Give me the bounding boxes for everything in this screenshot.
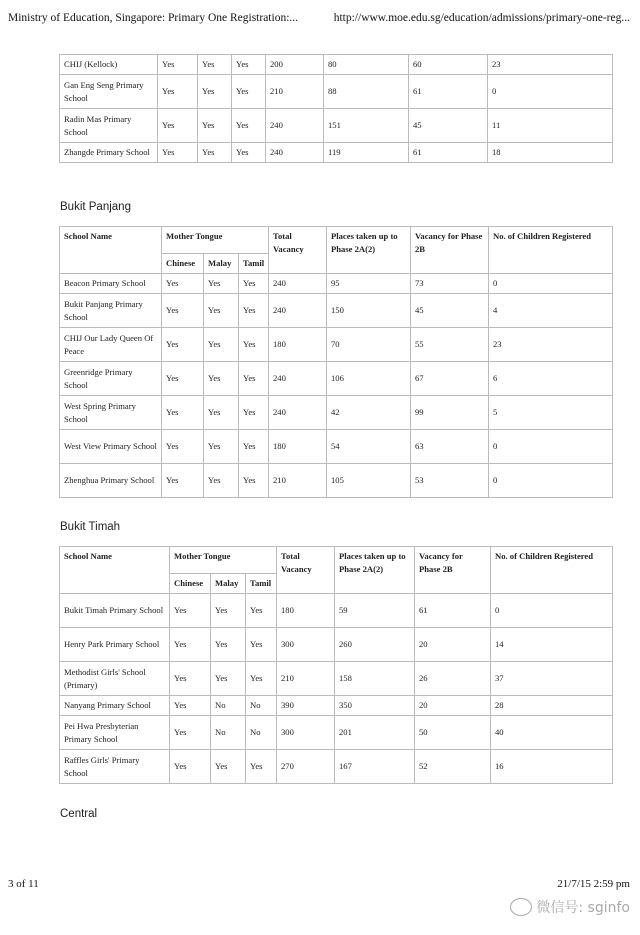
cell-chinese: Yes xyxy=(170,594,211,628)
cell-vacancy-2b: 50 xyxy=(415,716,491,750)
cell-malay: Yes xyxy=(211,662,246,696)
cell-school-name: Henry Park Primary School xyxy=(60,628,170,662)
cell-vacancy-2b: 63 xyxy=(411,430,489,464)
table-row xyxy=(60,55,613,75)
cell-school-name: Gan Eng Seng Primary School xyxy=(60,75,158,109)
column-header-total: Total Vacancy xyxy=(269,227,327,274)
schools-table-bukit-timah xyxy=(59,546,613,784)
table-row xyxy=(60,274,613,294)
cell-school-name: CHIJ (Kellock) xyxy=(60,55,158,75)
cell-school-name: Radin Mas Primary School xyxy=(60,109,158,143)
cell-tamil: No xyxy=(246,696,277,716)
table-row xyxy=(60,750,613,784)
cell-chinese: Yes xyxy=(162,362,204,396)
cell-school-name: Raffles Girls' Primary School xyxy=(60,750,170,784)
cell-children-registered: 14 xyxy=(491,628,613,662)
cell-tamil: No xyxy=(246,716,277,750)
table-row xyxy=(60,396,613,430)
cell-vacancy-2b: 55 xyxy=(411,328,489,362)
cell-vacancy-2b: 73 xyxy=(411,274,489,294)
cell-chinese: Yes xyxy=(170,716,211,750)
cell-chinese: Yes xyxy=(162,464,204,498)
cell-malay: Yes xyxy=(211,594,246,628)
cell-school-name: Pei Hwa Presbyterian Primary School xyxy=(60,716,170,750)
cell-school-name: West View Primary School xyxy=(60,430,162,464)
cell-chinese: Yes xyxy=(170,750,211,784)
schools-table-continued xyxy=(59,54,613,163)
cell-places-taken: 80 xyxy=(324,55,409,75)
cell-tamil: Yes xyxy=(246,662,277,696)
section-heading-central: Central xyxy=(60,808,98,820)
table-row xyxy=(60,143,613,163)
column-header-taken: Places taken up to Phase 2A(2) xyxy=(335,547,415,594)
column-header-mt: Mother Tongue xyxy=(170,547,277,574)
cell-places-taken: 350 xyxy=(335,696,415,716)
cell-total-vacancy: 180 xyxy=(269,328,327,362)
cell-tamil: Yes xyxy=(232,75,266,109)
cell-chinese: Yes xyxy=(162,294,204,328)
cell-tamil: Yes xyxy=(239,294,269,328)
cell-school-name: Bukit Timah Primary School xyxy=(60,594,170,628)
column-header-tamil: Tamil xyxy=(239,254,269,274)
cell-children-registered: 23 xyxy=(488,55,613,75)
column-header-chinese: Chinese xyxy=(162,254,204,274)
column-header-school: School Name xyxy=(60,547,170,594)
cell-children-registered: 18 xyxy=(488,143,613,163)
cell-malay: Yes xyxy=(198,75,232,109)
cell-malay: Yes xyxy=(198,109,232,143)
cell-malay: Yes xyxy=(204,464,239,498)
header-row xyxy=(60,547,613,574)
cell-places-taken: 42 xyxy=(327,396,411,430)
cell-places-taken: 119 xyxy=(324,143,409,163)
cell-total-vacancy: 210 xyxy=(266,75,324,109)
cell-total-vacancy: 240 xyxy=(266,143,324,163)
table-row xyxy=(60,362,613,396)
cell-school-name: CHIJ Our Lady Queen Of Peace xyxy=(60,328,162,362)
column-header-mt: Mother Tongue xyxy=(162,227,269,254)
cell-total-vacancy: 240 xyxy=(269,396,327,430)
column-header-school: School Name xyxy=(60,227,162,274)
cell-malay: Yes xyxy=(204,430,239,464)
cell-places-taken: 260 xyxy=(335,628,415,662)
cell-total-vacancy: 210 xyxy=(269,464,327,498)
cell-malay: Yes xyxy=(204,362,239,396)
cell-vacancy-2b: 61 xyxy=(409,143,488,163)
cell-tamil: Yes xyxy=(232,143,266,163)
table-row xyxy=(60,662,613,696)
cell-chinese: Yes xyxy=(162,430,204,464)
watermark-text: 微信号: sginfo xyxy=(536,900,630,916)
table-row xyxy=(60,696,613,716)
table-row xyxy=(60,109,613,143)
cell-children-registered: 0 xyxy=(488,75,613,109)
cell-malay: No xyxy=(211,716,246,750)
cell-tamil: Yes xyxy=(239,362,269,396)
column-header-malay: Malay xyxy=(211,574,246,594)
cell-school-name: Bukit Panjang Primary School xyxy=(60,294,162,328)
cell-total-vacancy: 240 xyxy=(269,362,327,396)
cell-children-registered: 0 xyxy=(489,464,613,498)
cell-malay: Yes xyxy=(198,55,232,75)
table-row xyxy=(60,75,613,109)
cell-total-vacancy: 390 xyxy=(277,696,335,716)
cell-chinese: Yes xyxy=(158,55,198,75)
cell-malay: Yes xyxy=(211,628,246,662)
cell-total-vacancy: 240 xyxy=(269,274,327,294)
cell-places-taken: 167 xyxy=(335,750,415,784)
column-header-vac2b: Vacancy for Phase 2B xyxy=(411,227,489,274)
cell-vacancy-2b: 45 xyxy=(411,294,489,328)
cell-tamil: Yes xyxy=(239,430,269,464)
table-row xyxy=(60,294,613,328)
wechat-icon xyxy=(510,898,532,916)
cell-places-taken: 201 xyxy=(335,716,415,750)
column-header-vac2b: Vacancy for Phase 2B xyxy=(415,547,491,594)
cell-children-registered: 16 xyxy=(491,750,613,784)
cell-school-name: Beacon Primary School xyxy=(60,274,162,294)
cell-chinese: Yes xyxy=(170,628,211,662)
cell-total-vacancy: 270 xyxy=(277,750,335,784)
column-header-chinese: Chinese xyxy=(170,574,211,594)
cell-places-taken: 106 xyxy=(327,362,411,396)
cell-vacancy-2b: 99 xyxy=(411,396,489,430)
cell-vacancy-2b: 45 xyxy=(409,109,488,143)
cell-chinese: Yes xyxy=(158,143,198,163)
column-header-taken: Places taken up to Phase 2A(2) xyxy=(327,227,411,274)
cell-children-registered: 0 xyxy=(489,430,613,464)
page-url: http://www.moe.edu.sg/education/admissions/primary-one-reg... xyxy=(333,12,630,24)
print-datetime: 21/7/15 2:59 pm xyxy=(557,878,630,890)
cell-vacancy-2b: 20 xyxy=(415,696,491,716)
cell-vacancy-2b: 53 xyxy=(411,464,489,498)
header-row xyxy=(60,227,613,254)
cell-school-name: Nanyang Primary School xyxy=(60,696,170,716)
cell-total-vacancy: 180 xyxy=(269,430,327,464)
cell-tamil: Yes xyxy=(239,328,269,362)
cell-malay: Yes xyxy=(211,750,246,784)
cell-school-name: West Spring Primary School xyxy=(60,396,162,430)
cell-places-taken: 150 xyxy=(327,294,411,328)
cell-tamil: Yes xyxy=(239,396,269,430)
cell-places-taken: 88 xyxy=(324,75,409,109)
column-header-tamil: Tamil xyxy=(246,574,277,594)
cell-children-registered: 0 xyxy=(489,274,613,294)
column-header-children: No. of Children Registered xyxy=(489,227,613,274)
cell-tamil: Yes xyxy=(246,750,277,784)
cell-malay: Yes xyxy=(204,396,239,430)
cell-total-vacancy: 240 xyxy=(269,294,327,328)
cell-chinese: Yes xyxy=(162,328,204,362)
cell-chinese: Yes xyxy=(158,109,198,143)
cell-malay: No xyxy=(211,696,246,716)
section-heading-bukit-panjang: Bukit Panjang xyxy=(60,201,131,213)
cell-vacancy-2b: 26 xyxy=(415,662,491,696)
column-header-children: No. of Children Registered xyxy=(491,547,613,594)
table-row xyxy=(60,628,613,662)
cell-malay: Yes xyxy=(198,143,232,163)
cell-vacancy-2b: 20 xyxy=(415,628,491,662)
cell-vacancy-2b: 52 xyxy=(415,750,491,784)
column-header-malay: Malay xyxy=(204,254,239,274)
page-number: 3 of 11 xyxy=(8,878,39,890)
cell-total-vacancy: 210 xyxy=(277,662,335,696)
cell-malay: Yes xyxy=(204,294,239,328)
column-header-total: Total Vacancy xyxy=(277,547,335,594)
table-row xyxy=(60,464,613,498)
cell-places-taken: 59 xyxy=(335,594,415,628)
cell-places-taken: 158 xyxy=(335,662,415,696)
cell-places-taken: 70 xyxy=(327,328,411,362)
cell-school-name: Methodist Girls' School (Primary) xyxy=(60,662,170,696)
cell-children-registered: 5 xyxy=(489,396,613,430)
cell-chinese: Yes xyxy=(162,396,204,430)
cell-school-name: Zhangde Primary School xyxy=(60,143,158,163)
cell-school-name: Zhenghua Primary School xyxy=(60,464,162,498)
cell-children-registered: 6 xyxy=(489,362,613,396)
cell-total-vacancy: 200 xyxy=(266,55,324,75)
cell-total-vacancy: 300 xyxy=(277,716,335,750)
cell-places-taken: 54 xyxy=(327,430,411,464)
cell-places-taken: 95 xyxy=(327,274,411,294)
cell-tamil: Yes xyxy=(246,594,277,628)
cell-places-taken: 151 xyxy=(324,109,409,143)
cell-vacancy-2b: 61 xyxy=(415,594,491,628)
cell-children-registered: 11 xyxy=(488,109,613,143)
cell-children-registered: 40 xyxy=(491,716,613,750)
cell-children-registered: 28 xyxy=(491,696,613,716)
table-row xyxy=(60,716,613,750)
cell-chinese: Yes xyxy=(162,274,204,294)
cell-children-registered: 4 xyxy=(489,294,613,328)
cell-chinese: Yes xyxy=(158,75,198,109)
cell-malay: Yes xyxy=(204,328,239,362)
cell-total-vacancy: 300 xyxy=(277,628,335,662)
watermark xyxy=(510,897,630,917)
cell-children-registered: 0 xyxy=(491,594,613,628)
cell-total-vacancy: 180 xyxy=(277,594,335,628)
cell-school-name: Greenridge Primary School xyxy=(60,362,162,396)
schools-table-bukit-panjang xyxy=(59,226,613,498)
cell-tamil: Yes xyxy=(232,109,266,143)
cell-chinese: Yes xyxy=(170,662,211,696)
cell-chinese: Yes xyxy=(170,696,211,716)
cell-tamil: Yes xyxy=(232,55,266,75)
cell-tamil: Yes xyxy=(246,628,277,662)
cell-tamil: Yes xyxy=(239,274,269,294)
section-heading-bukit-timah: Bukit Timah xyxy=(60,521,121,533)
cell-total-vacancy: 240 xyxy=(266,109,324,143)
cell-malay: Yes xyxy=(204,274,239,294)
cell-tamil: Yes xyxy=(239,464,269,498)
cell-vacancy-2b: 61 xyxy=(409,75,488,109)
cell-places-taken: 105 xyxy=(327,464,411,498)
table-row xyxy=(60,430,613,464)
cell-children-registered: 37 xyxy=(491,662,613,696)
cell-vacancy-2b: 67 xyxy=(411,362,489,396)
table-row xyxy=(60,594,613,628)
page-title: Ministry of Education, Singapore: Primary One Registration:... xyxy=(8,12,299,24)
table-row xyxy=(60,328,613,362)
cell-children-registered: 23 xyxy=(489,328,613,362)
cell-vacancy-2b: 60 xyxy=(409,55,488,75)
